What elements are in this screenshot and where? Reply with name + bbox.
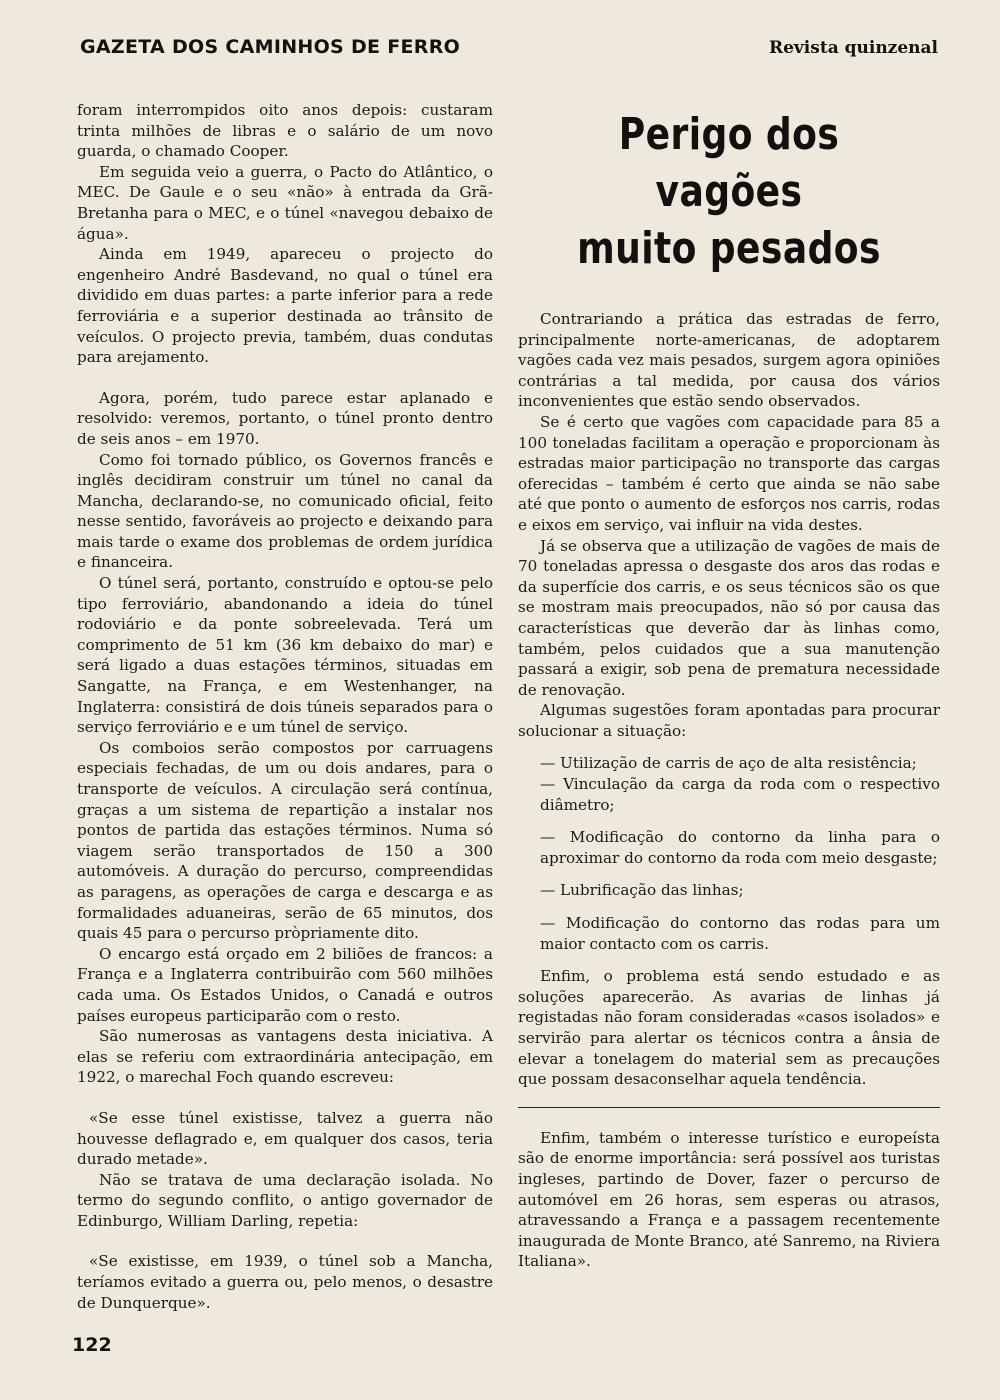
page-number: 122: [72, 1334, 112, 1356]
publication-frequency: Revista quinzenal: [768, 38, 938, 58]
paragraph: Algumas sugestões foram apontadas para procurar solucionar a situação:: [518, 701, 940, 740]
article-title: [556, 106, 902, 277]
paragraph: Em seguida veio a guerra, o Pacto do Atlântico, o MEC. De Gaule e o seu «não» à entrada da Grã-Bretanha para o MEC, e o túnel «navegou debaixo de água».: [77, 162, 493, 243]
paragraph: Ainda em 1949, apareceu o projecto do engenheiro André Basdevand, no qual o túnel era dividido em duas partes: a parte inferior para a rede ferroviária e a superior destinada ao trânsito de veículos. O projecto previa, também, duas condutas para arejamento.: [77, 245, 493, 367]
paragraph: Enfim, também o interesse turístico e europeísta são de enorme importância: será possível aos turistas ingleses, partindo de Dover, fazer o percurso de automóvel em 26 horas, sem esperas ou atrasos, atravessando a França e a passagem recentemente inaugurada de Monte Branco, até Sanremo, na Riviera Italiana».: [518, 1128, 940, 1271]
paragraph: Já se observa que a utilização de vagões de mais de 70 toneladas apressa o desgaste dos aros das rodas e da superfície dos carris, e os seus técnicos são os que se mostram mais preocupados, não só por causa das características que deverão dar às linhas como, também, pelos cuidados que a sua manutenção passará a exigir, sob pena de prematura necessidade de renovação.: [518, 536, 940, 699]
paragraph: O túnel será, portanto, construído e optou-se pelo tipo ferroviário, abandonando a ideia do túnel rodoviário e da ponte sobreelevada. Terá um comprimento de 51 km (36 km debaixo do mar) e será ligado a duas estações términos, situadas em Sangatte, na França, e em Westenhanger, na Inglaterra: consistirá de dois túneis separados para o serviço ferroviário e e um túnel de serviço.: [77, 574, 493, 737]
paragraph: O encargo está orçado em 2 biliões de francos: a França e a Inglaterra contribuirão com 560 milhões cada uma. Os Estados Unidos, o Canadá e outros países europeus participarão com o resto.: [77, 944, 493, 1025]
suggestion-item: — Utilização de carris de aço de alta resistência;: [540, 754, 917, 773]
quotation: «Se existisse, em 1939, o túnel sob a Mancha, teríamos evitado a guerra ou, pelo menos, o desastre de Dunquerque».: [77, 1252, 493, 1312]
right-column: [518, 100, 940, 1272]
paragraph-gap: [77, 1231, 493, 1251]
list-gap: [518, 741, 940, 753]
paragraph-gap: [77, 368, 493, 388]
paragraph-gap: [77, 1088, 493, 1108]
section-divider: [518, 1107, 940, 1108]
paragraph: São numerosas as vantagens desta iniciativa. A elas se referiu com extraordinária antecipação, em 1922, o marechal Foch quando escreveu:: [77, 1027, 493, 1087]
paragraph: foram interrompidos oito anos depois: custaram trinta milhões de libras e o salário de um novo guarda, o chamado Cooper.: [77, 101, 493, 161]
paragraph: Contrariando a prática das estradas de ferro, principalmente norte-americanas, de adoptarem vagões cada vez mais pesados, surgem agora opiniões contrárias a tal medida, por causa dos vários inconvenientes que estão sendo observados.: [518, 310, 940, 411]
list-gap: [518, 901, 940, 913]
left-column: [77, 100, 493, 1313]
paragraph: Não se tratava de uma declaração isolada. No termo do segundo conflito, o antigo governador de Edinburgo, William Darling, repetia:: [77, 1170, 493, 1230]
paragraph: Se é certo que vagões com capacidade para 85 a 100 toneladas facilitam a operação e proporcionam às estradas maior participação no transporte das cargas oferecidas – também é certo que ainda se não sabe até que ponto o aumento de esforços nos carris, rodas e eixos em serviço, vai influir na vida destes.: [518, 412, 940, 534]
quotation: «Se esse túnel existisse, talvez a guerra não houvesse deflagrado e, em qualquer dos casos, teria durado metade».: [77, 1108, 493, 1169]
article-title-line: muito pesados: [577, 223, 881, 274]
publication-title: GAZETA DOS CAMINHOS DE FERRO: [80, 36, 461, 58]
article-title-line: Perigo dos vagões: [618, 109, 840, 217]
suggestion-item: — Modificação do contorno das rodas para um maior contacto com os carris.: [540, 914, 940, 953]
paragraph: Os comboios serão compostos por carruagens especiais fechadas, de um ou dois andares, para o transporte de veículos. A circulação será contínua, graças a um sistema de repartição a instalar nos pontos de partida das estações términos. Numa só viagem serão transportados de 150 a 300 automóveis. A duração do percurso, compreendidas as paragens, as operações de carga e descarga e as formalidades aduaneiras, serão de 65 minutos, dos quais 45 para o percurso pròpriamente dito.: [77, 738, 493, 943]
list-gap: [518, 815, 940, 827]
paragraph: Enfim, o problema está sendo estudado e as soluções aparecerão. As avarias de linhas já registadas não foram consideradas «casos isolados» e servirão para alertar os técnicos contra a ânsia de elevar a tonelagem do material sem as precauções que possam desaconselhar aquela tendência.: [518, 967, 940, 1089]
suggestion-item: — Vinculação da carga da roda com o respectivo diâmetro;: [540, 775, 940, 814]
suggestion-item: — Modificação do contorno da linha para o aproximar do contorno da roda com meio desgaste;: [540, 828, 940, 867]
suggestion-item: — Lubrificação das linhas;: [540, 881, 744, 900]
list-gap: [518, 868, 940, 880]
paragraph: Agora, porém, tudo parece estar aplanado e resolvido: veremos, portanto, o túnel pronto dentro de seis anos – em 1970.: [77, 388, 493, 448]
paragraph: Como foi tornado público, os Governos francês e inglês decidiram construir um túnel no canal da Mancha, declarando-se, no comunicado oficial, feito nesse sentido, favoráveis ao projecto e deixando para mais tarde o exame dos problemas de ordem jurídica e financeira.: [77, 450, 493, 572]
list-gap: [518, 954, 940, 966]
